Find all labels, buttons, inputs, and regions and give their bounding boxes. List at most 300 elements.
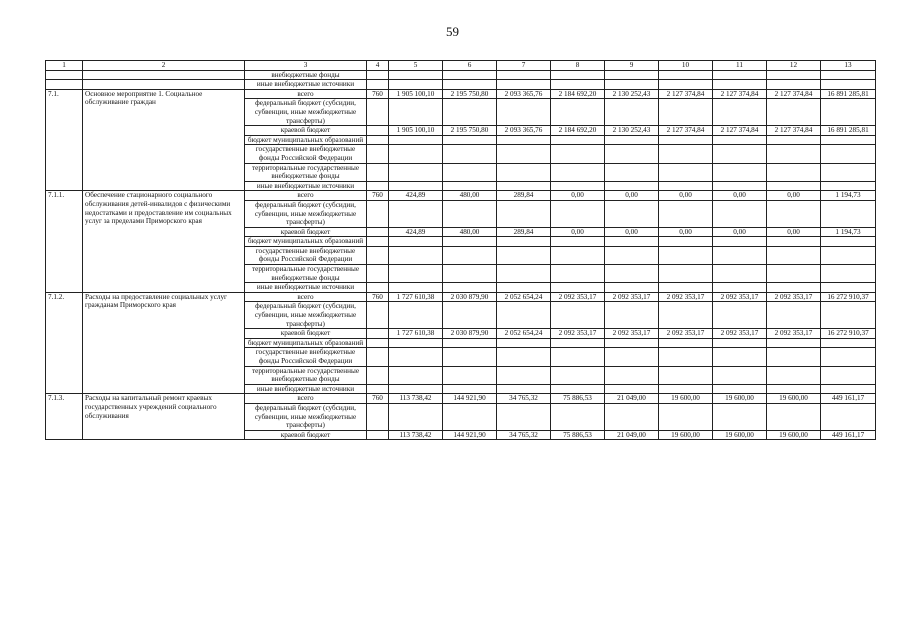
value-cell (713, 265, 767, 283)
funding-source: бюджет муниципальных образований (245, 237, 367, 247)
value-cell: 113 738,42 (389, 394, 443, 404)
value-cell: 2 030 879,90 (443, 292, 497, 302)
value-cell (389, 265, 443, 283)
value-cell: 480,00 (443, 227, 497, 237)
value-cell: 19 600,00 (713, 394, 767, 404)
value-cell: 449 161,17 (821, 394, 876, 404)
value-cell: 2 052 654,24 (497, 292, 551, 302)
value-cell (443, 283, 497, 293)
funding-source: краевой бюджет (245, 329, 367, 339)
value-cell: 2 127 374,84 (659, 89, 713, 99)
value-cell: 0,00 (551, 227, 605, 237)
value-cell: 0,00 (605, 191, 659, 201)
value-cell (767, 348, 821, 366)
ministry-code (367, 181, 389, 191)
value-cell (659, 246, 713, 264)
value-cell (659, 265, 713, 283)
value-cell (713, 403, 767, 430)
value-cell (605, 348, 659, 366)
value-cell: 2 092 353,17 (605, 329, 659, 339)
value-cell (659, 384, 713, 394)
value-cell: 2 127 374,84 (713, 89, 767, 99)
value-cell (389, 135, 443, 145)
value-cell (821, 200, 876, 227)
column-header: 2 (83, 61, 245, 71)
funding-source: бюджет муниципальных образований (245, 338, 367, 348)
value-cell (551, 163, 605, 181)
value-cell: 2 130 252,43 (605, 89, 659, 99)
value-cell (389, 145, 443, 163)
column-header: 1 (46, 61, 83, 71)
value-cell (551, 283, 605, 293)
value-cell: 34 765,32 (497, 430, 551, 440)
ministry-code (367, 126, 389, 136)
value-cell: 0,00 (767, 227, 821, 237)
title-cell (83, 80, 245, 90)
value-cell: 2 195 750,80 (443, 126, 497, 136)
value-cell (551, 237, 605, 247)
table-row (46, 89, 876, 99)
section-code: 7.1.3. (46, 394, 83, 440)
value-cell (713, 283, 767, 293)
ministry-code (367, 403, 389, 430)
funding-source: краевой бюджет (245, 227, 367, 237)
value-cell: 2 184 692,20 (551, 126, 605, 136)
ministry-code (367, 265, 389, 283)
value-cell (551, 200, 605, 227)
value-cell: 21 049,00 (605, 430, 659, 440)
value-cell: 2 184 692,20 (551, 89, 605, 99)
ministry-code (367, 384, 389, 394)
value-cell: 1 727 610,38 (389, 329, 443, 339)
value-cell (659, 348, 713, 366)
value-cell (497, 80, 551, 90)
table-row (46, 292, 876, 302)
value-cell: 2 092 353,17 (713, 329, 767, 339)
column-header: 7 (497, 61, 551, 71)
funding-source: федеральный бюджет (субсидии, субвенции, иные межбюджетные трансферты) (245, 99, 367, 126)
value-cell: 424,89 (389, 227, 443, 237)
value-cell (551, 366, 605, 384)
value-cell (551, 348, 605, 366)
value-cell (713, 70, 767, 80)
value-cell (821, 366, 876, 384)
column-header: 13 (821, 61, 876, 71)
value-cell (497, 403, 551, 430)
value-cell (659, 403, 713, 430)
value-cell (821, 302, 876, 329)
value-cell: 1 905 100,10 (389, 126, 443, 136)
ministry-code (367, 329, 389, 339)
value-cell: 1 905 100,10 (389, 89, 443, 99)
value-cell (713, 163, 767, 181)
funding-source: иные внебюджетные источники (245, 181, 367, 191)
value-cell: 144 921,90 (443, 394, 497, 404)
section-code: 7.1.2. (46, 292, 83, 394)
ministry-cell (367, 70, 389, 80)
value-cell (821, 145, 876, 163)
value-cell: 2 092 353,17 (551, 329, 605, 339)
value-cell (389, 99, 443, 126)
page-number: 59 (446, 24, 459, 39)
value-cell (551, 99, 605, 126)
ministry-code (367, 246, 389, 264)
value-cell (497, 181, 551, 191)
value-cell: 0,00 (713, 227, 767, 237)
value-cell (605, 384, 659, 394)
value-cell (767, 283, 821, 293)
value-cell: 19 600,00 (659, 430, 713, 440)
value-cell (767, 163, 821, 181)
value-cell: 0,00 (713, 191, 767, 201)
ministry-code (367, 338, 389, 348)
continuation-row (46, 80, 876, 90)
value-cell (713, 366, 767, 384)
value-cell (497, 283, 551, 293)
value-cell: 2 127 374,84 (659, 126, 713, 136)
value-cell (767, 135, 821, 145)
value-cell (551, 403, 605, 430)
value-cell (443, 265, 497, 283)
value-cell: 289,84 (497, 191, 551, 201)
value-cell (821, 348, 876, 366)
value-cell (659, 283, 713, 293)
value-cell (605, 163, 659, 181)
value-cell: 2 030 879,90 (443, 329, 497, 339)
value-cell: 2 195 750,80 (443, 89, 497, 99)
ministry-code (367, 99, 389, 126)
value-cell (659, 70, 713, 80)
value-cell (389, 384, 443, 394)
value-cell (389, 348, 443, 366)
value-cell (443, 338, 497, 348)
value-cell: 113 738,42 (389, 430, 443, 440)
value-cell (443, 237, 497, 247)
value-cell: 21 049,00 (605, 394, 659, 404)
value-cell (821, 237, 876, 247)
value-cell (389, 181, 443, 191)
section-title: Обеспечение стационарного социального обслуживания детей-инвалидов с физическими недостатками и предоставление им социальных услуг за пределами Приморского края (83, 191, 245, 293)
value-cell: 19 600,00 (767, 394, 821, 404)
code-cell (46, 80, 83, 90)
value-cell (389, 80, 443, 90)
value-cell (551, 135, 605, 145)
value-cell (551, 338, 605, 348)
value-cell (551, 246, 605, 264)
code-cell (46, 70, 83, 80)
column-header: 6 (443, 61, 497, 71)
funding-source: государственные внебюджетные фонды Российской Федерации (245, 348, 367, 366)
value-cell (767, 237, 821, 247)
value-cell: 2 092 353,17 (659, 329, 713, 339)
funding-source: всего (245, 292, 367, 302)
value-cell (767, 200, 821, 227)
funding-source: всего (245, 89, 367, 99)
value-cell: 424,89 (389, 191, 443, 201)
section-title: Расходы на предоставление социальных услуг гражданам Приморского края (83, 292, 245, 394)
source-cell: иные внебюджетные источники (245, 80, 367, 90)
value-cell (659, 302, 713, 329)
value-cell (497, 265, 551, 283)
value-cell: 16 272 910,37 (821, 292, 876, 302)
value-cell: 1 194,73 (821, 227, 876, 237)
funding-source: государственные внебюджетные фонды Российской Федерации (245, 145, 367, 163)
value-cell (497, 366, 551, 384)
value-cell (551, 80, 605, 90)
value-cell (551, 384, 605, 394)
funding-source: всего (245, 394, 367, 404)
value-cell (713, 237, 767, 247)
value-cell (821, 403, 876, 430)
table-row (46, 191, 876, 201)
value-cell (389, 200, 443, 227)
value-cell (821, 384, 876, 394)
ministry-code (367, 227, 389, 237)
value-cell (605, 70, 659, 80)
value-cell: 75 886,53 (551, 430, 605, 440)
value-cell (389, 237, 443, 247)
value-cell: 0,00 (659, 227, 713, 237)
value-cell (821, 80, 876, 90)
value-cell (497, 99, 551, 126)
column-header: 4 (367, 61, 389, 71)
value-cell (659, 181, 713, 191)
value-cell: 0,00 (767, 191, 821, 201)
value-cell: 16 272 910,37 (821, 329, 876, 339)
value-cell (551, 145, 605, 163)
value-cell (821, 265, 876, 283)
value-cell (605, 338, 659, 348)
value-cell (659, 366, 713, 384)
value-cell: 19 600,00 (767, 430, 821, 440)
funding-source: государственные внебюджетные фонды Российской Федерации (245, 246, 367, 264)
ministry-code (367, 200, 389, 227)
value-cell (767, 80, 821, 90)
ministry-code (367, 135, 389, 145)
value-cell (659, 237, 713, 247)
value-cell (767, 338, 821, 348)
value-cell (389, 283, 443, 293)
value-cell (659, 135, 713, 145)
value-cell: 0,00 (605, 227, 659, 237)
funding-source: федеральный бюджет (субсидии, субвенции, иные межбюджетные трансферты) (245, 302, 367, 329)
value-cell: 2 092 353,17 (767, 292, 821, 302)
value-cell (497, 70, 551, 80)
value-cell: 75 886,53 (551, 394, 605, 404)
value-cell (443, 70, 497, 80)
value-cell (821, 70, 876, 80)
ministry-code (367, 366, 389, 384)
value-cell (497, 163, 551, 181)
value-cell: 0,00 (659, 191, 713, 201)
value-cell (767, 265, 821, 283)
value-cell (389, 366, 443, 384)
value-cell (713, 181, 767, 191)
value-cell (443, 163, 497, 181)
ministry-code (367, 237, 389, 247)
value-cell (605, 99, 659, 126)
value-cell (605, 403, 659, 430)
ministry-code (367, 348, 389, 366)
value-cell (659, 145, 713, 163)
value-cell (767, 145, 821, 163)
value-cell (713, 246, 767, 264)
value-cell (713, 302, 767, 329)
value-cell (659, 338, 713, 348)
value-cell (605, 246, 659, 264)
value-cell: 34 765,32 (497, 394, 551, 404)
ministry-code (367, 163, 389, 181)
funding-source: бюджет муниципальных образований (245, 135, 367, 145)
value-cell (443, 348, 497, 366)
value-cell (767, 70, 821, 80)
value-cell (821, 246, 876, 264)
funding-source: территориальные государственные внебюджетные фонды (245, 163, 367, 181)
value-cell (443, 384, 497, 394)
table-row (46, 394, 876, 404)
value-cell: 2 092 353,17 (659, 292, 713, 302)
value-cell (659, 163, 713, 181)
value-cell (713, 99, 767, 126)
value-cell (713, 384, 767, 394)
ministry-cell (367, 80, 389, 90)
ministry-code: 760 (367, 394, 389, 404)
value-cell: 19 600,00 (713, 430, 767, 440)
value-cell: 2 092 353,17 (767, 329, 821, 339)
value-cell (389, 302, 443, 329)
value-cell (605, 237, 659, 247)
column-header: 3 (245, 61, 367, 71)
continuation-row (46, 70, 876, 80)
value-cell: 2 127 374,84 (767, 126, 821, 136)
value-cell (443, 80, 497, 90)
value-cell (713, 135, 767, 145)
value-cell (605, 145, 659, 163)
value-cell (821, 283, 876, 293)
value-cell (713, 145, 767, 163)
value-cell (605, 366, 659, 384)
funding-source: иные внебюджетные источники (245, 283, 367, 293)
value-cell (605, 283, 659, 293)
ministry-code: 760 (367, 89, 389, 99)
ministry-code (367, 145, 389, 163)
value-cell: 2 093 365,76 (497, 89, 551, 99)
value-cell (497, 338, 551, 348)
value-cell (443, 99, 497, 126)
funding-source: всего (245, 191, 367, 201)
value-cell: 2 092 353,17 (713, 292, 767, 302)
value-cell (767, 181, 821, 191)
value-cell (443, 366, 497, 384)
column-header: 9 (605, 61, 659, 71)
funding-source: территориальные государственные внебюджетные фонды (245, 366, 367, 384)
value-cell: 2 127 374,84 (713, 126, 767, 136)
value-cell (605, 135, 659, 145)
ministry-code: 760 (367, 191, 389, 201)
value-cell (605, 200, 659, 227)
value-cell (389, 163, 443, 181)
value-cell (389, 246, 443, 264)
value-cell (821, 135, 876, 145)
value-cell: 289,84 (497, 227, 551, 237)
funding-source: краевой бюджет (245, 430, 367, 440)
value-cell (767, 366, 821, 384)
value-cell (551, 265, 605, 283)
value-cell: 19 600,00 (659, 394, 713, 404)
source-cell: внебюджетные фонды (245, 70, 367, 80)
value-cell (551, 181, 605, 191)
value-cell: 480,00 (443, 191, 497, 201)
value-cell (767, 384, 821, 394)
funding-source: федеральный бюджет (субсидии, субвенции, иные межбюджетные трансферты) (245, 200, 367, 227)
value-cell (497, 246, 551, 264)
section-title: Основное мероприятие 1. Социальное обслуживание граждан (83, 89, 245, 191)
value-cell (767, 99, 821, 126)
budget-table (45, 60, 876, 440)
value-cell: 2 130 252,43 (605, 126, 659, 136)
value-cell (389, 70, 443, 80)
value-cell: 1 194,73 (821, 191, 876, 201)
value-cell (497, 302, 551, 329)
value-cell (443, 403, 497, 430)
value-cell (605, 302, 659, 329)
value-cell: 2 092 353,17 (605, 292, 659, 302)
value-cell (713, 338, 767, 348)
section-code: 7.1. (46, 89, 83, 191)
value-cell (605, 265, 659, 283)
value-cell (821, 338, 876, 348)
value-cell (551, 70, 605, 80)
value-cell (497, 135, 551, 145)
value-cell: 2 127 374,84 (767, 89, 821, 99)
funding-source: иные внебюджетные источники (245, 384, 367, 394)
column-header: 11 (713, 61, 767, 71)
header-row (46, 61, 876, 71)
value-cell (497, 237, 551, 247)
value-cell (389, 338, 443, 348)
value-cell: 2 092 353,17 (551, 292, 605, 302)
ministry-code (367, 430, 389, 440)
funding-source: федеральный бюджет (субсидии, субвенции, иные межбюджетные трансферты) (245, 403, 367, 430)
value-cell (767, 302, 821, 329)
value-cell (713, 200, 767, 227)
value-cell (821, 181, 876, 191)
value-cell (551, 302, 605, 329)
title-cell (83, 70, 245, 80)
section-code: 7.1.1. (46, 191, 83, 293)
value-cell (713, 80, 767, 90)
value-cell (497, 145, 551, 163)
value-cell (443, 181, 497, 191)
section-title: Расходы на капитальный ремонт краевых государственных учреждений социального обслуживания (83, 394, 245, 440)
value-cell (821, 163, 876, 181)
ministry-code (367, 302, 389, 329)
value-cell (713, 348, 767, 366)
funding-source: территориальные государственные внебюджетные фонды (245, 265, 367, 283)
value-cell (605, 80, 659, 90)
value-cell (443, 246, 497, 264)
value-cell: 16 891 285,81 (821, 126, 876, 136)
ministry-code (367, 283, 389, 293)
value-cell (389, 403, 443, 430)
value-cell (497, 384, 551, 394)
column-header: 5 (389, 61, 443, 71)
value-cell (821, 99, 876, 126)
value-cell: 0,00 (551, 191, 605, 201)
value-cell (497, 348, 551, 366)
funding-source: краевой бюджет (245, 126, 367, 136)
value-cell (443, 135, 497, 145)
